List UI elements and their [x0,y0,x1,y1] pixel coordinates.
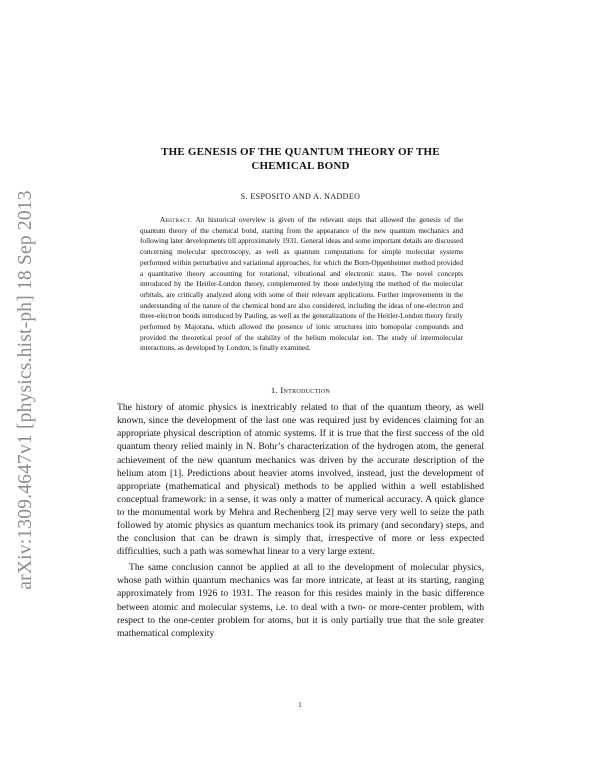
body-paragraph-1: The history of atomic physics is inextricably related to that of the quantum theory, as well known, since the development of the last one was required just by evidences claiming for an appropriate physical description of atomic systems. If it is true that the first success of the old quantum theory relied mainly in N. Bohr’s characterization of the hydrogen atom, the general achievement of the new quantum mechanics was driven by the accurate description of the helium atom [1]. Predictions about heavier atoms involved, instead, just the development of appropriate (mathematical and physical) methods to be applied within a well established conceptual framework: in a sense, it was only a matter of numerical accuracy. A quick glance to the monumental work by Mehra and Rechenberg [2] may serve very well to seize the path followed by atomic physics as quantum mechanics took its primary (and secondary) steps, and the conclusion that can be drawn is simply that, irrespective of more or less expected difficulties, such a path was somewhat linear to a very large extent. [117,402,484,558]
paper-title-line-1: THE GENESIS OF THE QUANTUM THEORY OF THE [161,146,440,158]
paper-title-line-2: CHEMICAL BOND [251,160,350,172]
paper-title [117,145,484,173]
arxiv-identifier-stamp [4,180,48,600]
abstract [140,215,463,354]
page-number: 1 [298,701,302,709]
section-heading-introduction: 1. Introduction [270,385,331,396]
body-paragraph-2: The same conclusion cannot be applied at all to the development of molecular physics, whose path within quantum mechanics was far more intricate, at least at its starting, ranging approximately from 1926 to 1931. The reason for this resides mainly in the basic difference between atomic and molecular systems, i.e. to deal with a two- or more-center problem, with respect to the one-center problem for atoms, but it is only partially true that the sole greater mathematical complexity [117,562,484,639]
abstract-label: Abstract. [160,215,193,224]
abstract-text: An historical overview is given of the relevant steps that allowed the genesis of the quantum theory of the chemical bond, starting from the appearance of the new quantum mechanics and following later developments till approximately 1931. General ideas and some important details are discussed concerning molecular spectroscopy, as well as quantum computations for simple molecular systems performed within perturbative and variational approaches, for which the Born-Oppenheimer method provided a quantitative theory accounting for rotational, vibrational and electronic states. The novel concepts introduced by the Heitler-London theory, complemented by those underlying the method of the molecular orbitals, are critically analyzed along with some of their relevant applications. Further improvements in the understanding of the nature of the chemical bond are also considered, including the ideas of one-electron and three-electron bonds introduced by Pauling, as well as the generalizations of the Heitler-London theory firstly performed by Majorana, which allowed the presence of ionic structures into homopolar compounds and provided the theoretical proof of the stability of the helium molecular ion. The study of intermolecular interactions, as developed by London, is finally examined. [140,215,463,353]
introduction-body [117,401,484,640]
paper-page [117,145,484,640]
paper-authors: S. ESPOSITO AND A. NADDEO [240,192,361,201]
arxiv-identifier-text: arXiv:1309.4647v1 [physics.hist-ph] 18 Sep 2013 [15,190,36,590]
